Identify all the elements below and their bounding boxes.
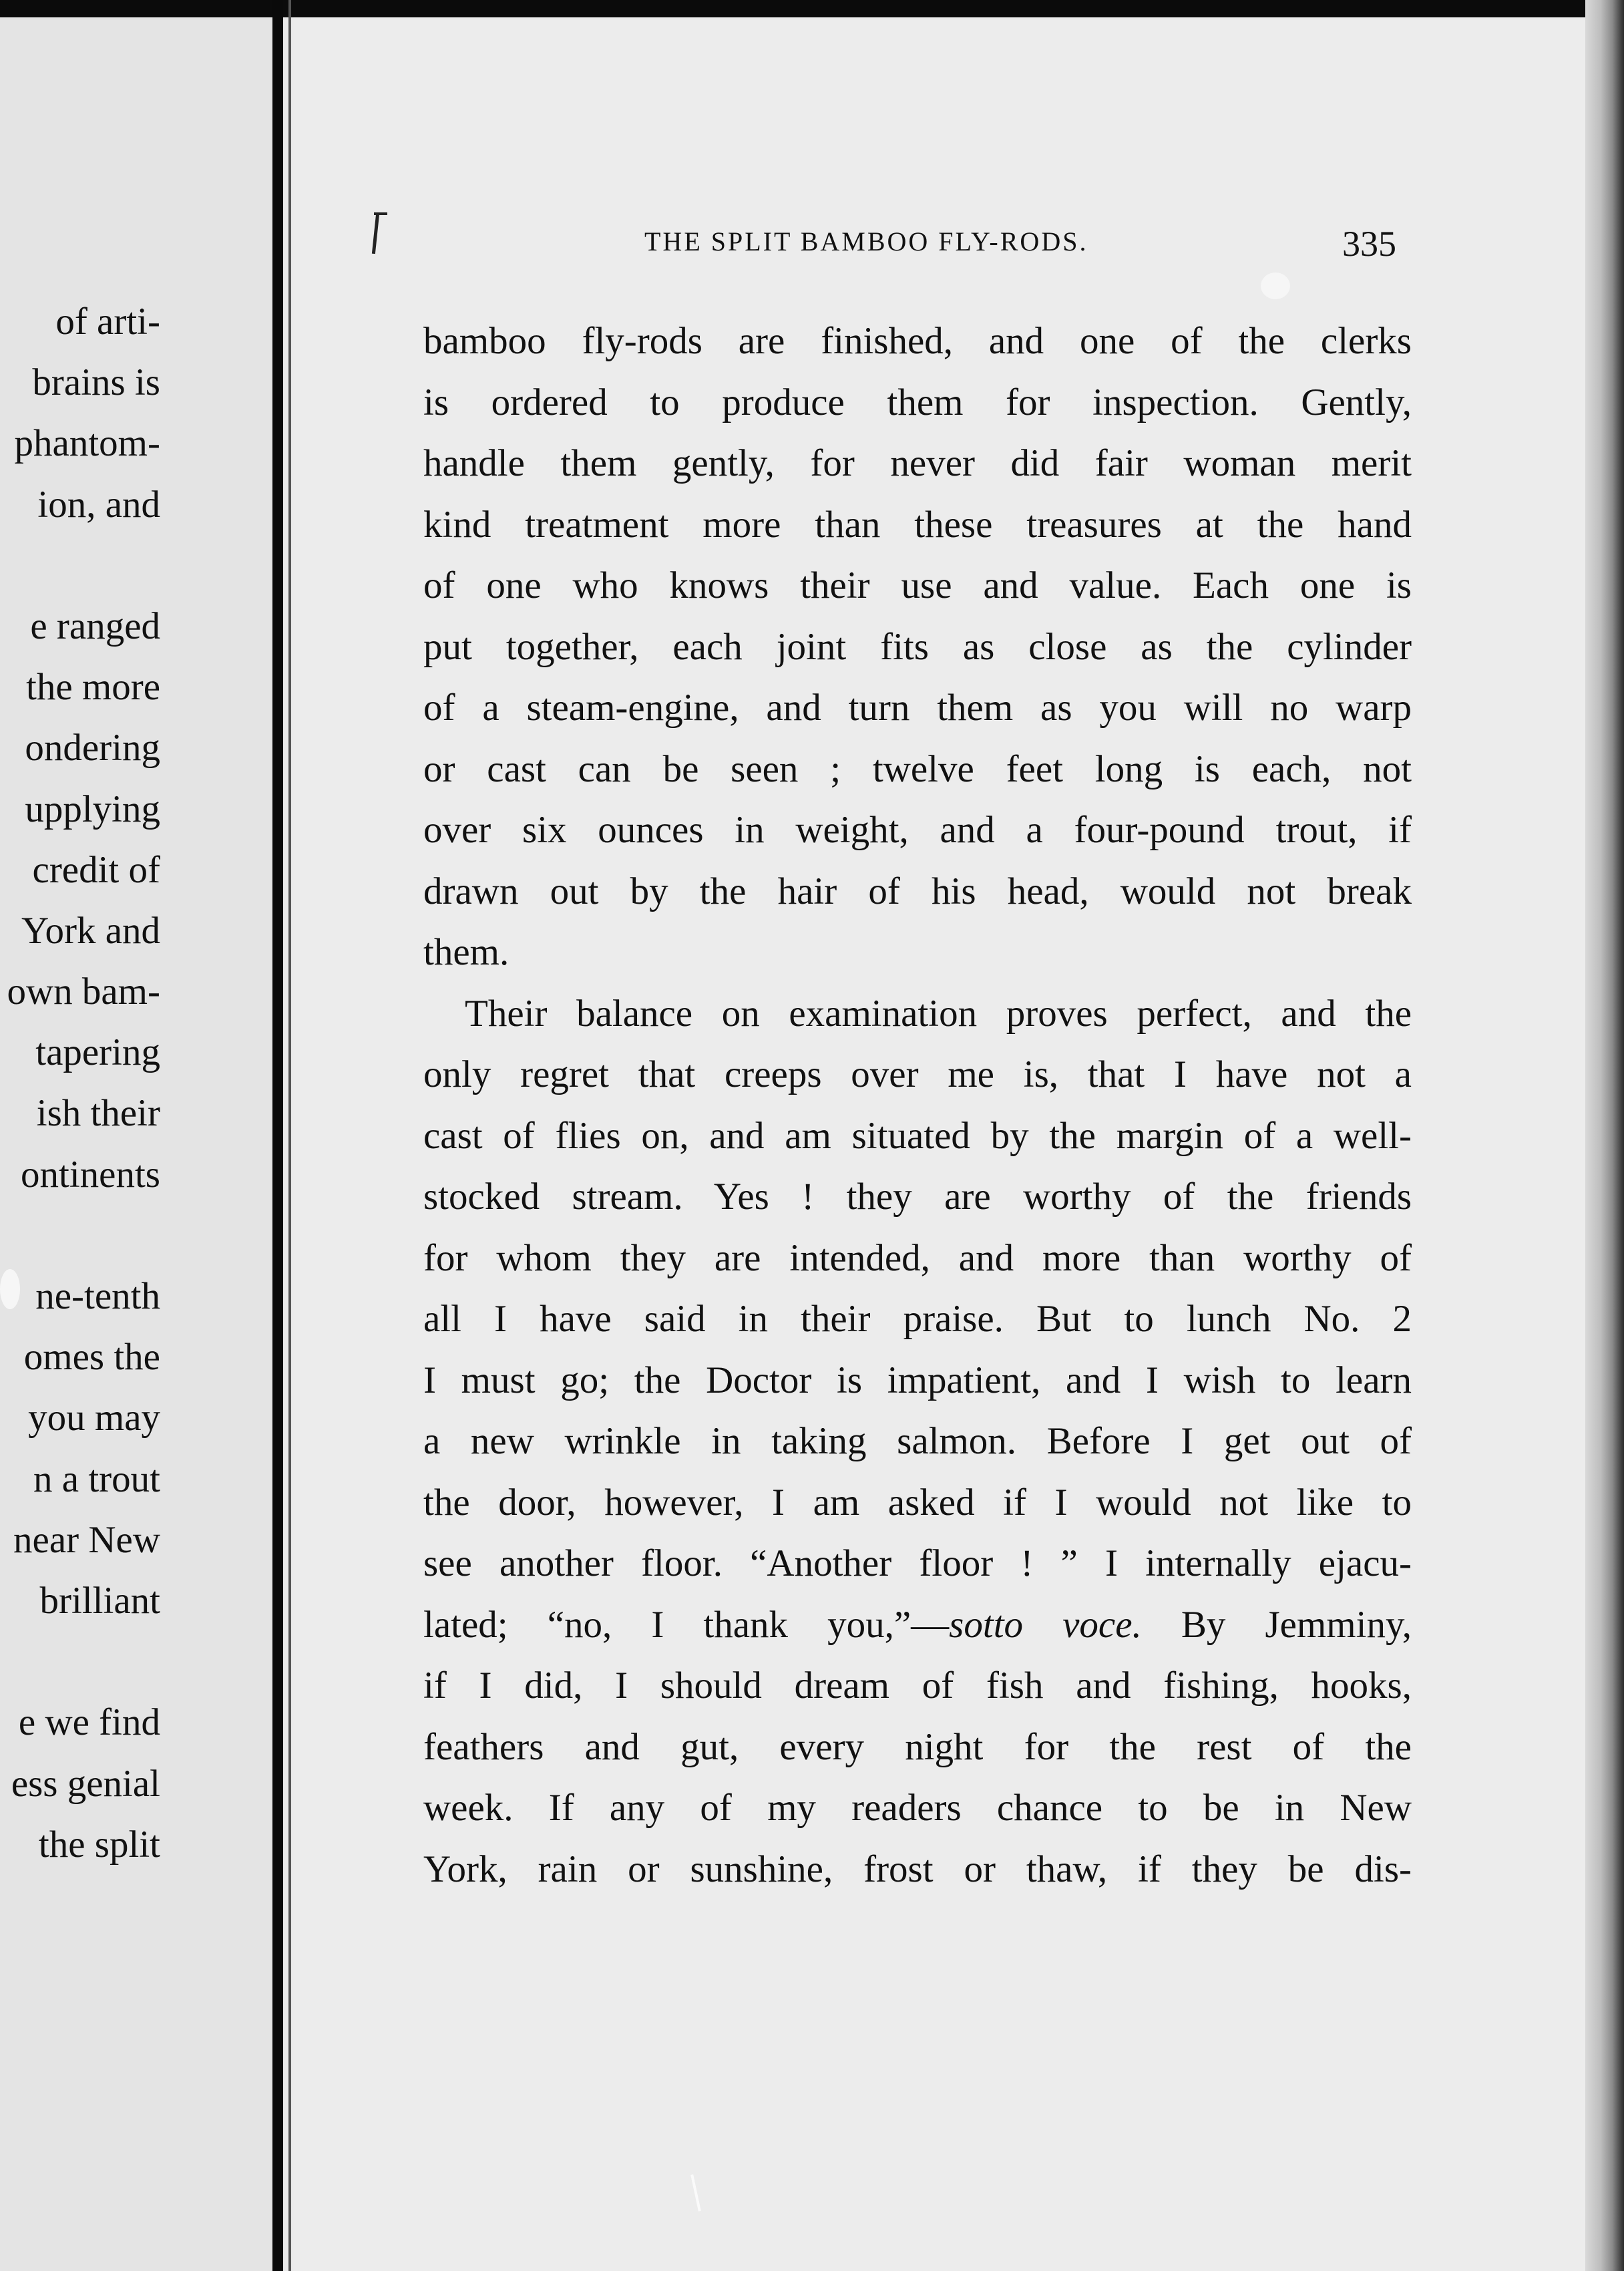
left-line: upplying — [25, 788, 160, 830]
left-line: ion, and — [37, 483, 160, 526]
text-segment: lated; “no, I thank you,”— — [423, 1603, 950, 1646]
left-line: near New — [13, 1518, 160, 1561]
left-line: ontinents — [21, 1153, 160, 1196]
page-number: 335 — [1342, 224, 1396, 264]
left-line-gap — [0, 1631, 160, 1692]
text-line: feathers and gut, every night for the rest of the — [423, 1725, 1412, 1768]
paper-speck — [0, 1269, 20, 1309]
left-line-gap — [0, 535, 160, 596]
left-line: own bam- — [7, 971, 160, 1013]
text-line: only regret that creeps over me is, that I have not a — [423, 1053, 1412, 1095]
book-gutter — [272, 0, 283, 2271]
text-line: put together, each joint fits as close as the cylinder — [423, 625, 1412, 668]
left-line: omes the — [23, 1336, 160, 1379]
text-segment: By Jemminy, — [1141, 1603, 1412, 1646]
left-page-fragment — [0, 17, 272, 2271]
scan-artifact-mark — [374, 212, 387, 215]
left-line: brains is — [32, 361, 160, 404]
text-line: for whom they are intended, and more than worthy of — [423, 1236, 1412, 1279]
left-line: e we find — [18, 1701, 160, 1744]
text-line: a new wrinkle in taking salmon. Before I get out of — [423, 1420, 1412, 1462]
italic-phrase: sotto voce. — [949, 1603, 1142, 1646]
text-line: cast of flies on, and am situated by the margin of a well- — [423, 1114, 1412, 1157]
text-line: I must go; the Doctor is impatient, and I wish to learn — [423, 1359, 1412, 1401]
left-line: credit of — [32, 848, 160, 891]
left-line-gap — [0, 1205, 160, 1266]
text-line: handle them gently, for never did fair woman merit — [423, 442, 1412, 484]
left-line: York and — [21, 909, 160, 952]
text-line-mixed — [423, 1594, 1412, 1656]
running-head-title: THE SPLIT BAMBOO FLY-RODS. — [644, 226, 1088, 256]
text-line: all I have said in their praise. But to lunch No. 2 — [423, 1298, 1412, 1340]
left-line: the split — [38, 1823, 160, 1866]
text-line: over six ounces in weight, and a four-pound trout, if — [423, 809, 1412, 851]
left-line: ish their — [36, 1092, 160, 1135]
left-line: n a trout — [33, 1457, 160, 1500]
left-line: ne-tenth — [35, 1275, 160, 1317]
left-line: the more — [25, 666, 160, 709]
gutter-edge-line — [288, 0, 291, 2271]
body-text — [423, 311, 1412, 1900]
left-line: ess genial — [11, 1762, 160, 1805]
left-line: brilliant — [39, 1579, 160, 1622]
text-line: drawn out by the hair of his head, would not break — [423, 870, 1412, 912]
left-line: of arti- — [55, 301, 160, 343]
left-page-text-column — [0, 291, 160, 1875]
text-line: or cast can be seen ; twelve feet long is each, not — [423, 747, 1412, 790]
left-line: phantom- — [14, 422, 160, 465]
left-line: ondering — [25, 727, 160, 769]
text-line: week. If any of my readers chance to be in New — [423, 1787, 1412, 1829]
text-line: see another floor. “Another floor ! ” I internally ejacu- — [423, 1542, 1412, 1584]
text-line: stocked stream. Yes ! they are worthy of the friends — [423, 1176, 1412, 1218]
text-line: is ordered to produce them for inspection. Gently, — [423, 381, 1412, 423]
scan-top-edge — [0, 0, 1624, 17]
paragraph-first-line: Their balance on examination proves perfect, and the — [465, 992, 1412, 1035]
paper-speck — [1261, 273, 1290, 299]
text-line: York, rain or sunshine, frost or thaw, if they be dis- — [423, 1848, 1412, 1890]
text-line: the door, however, I am asked if I would not like to — [423, 1481, 1412, 1524]
text-line: of a steam-engine, and turn them as you will no warp — [423, 687, 1412, 729]
text-line: bamboo fly-rods are finished, and one of the clerks — [423, 320, 1412, 362]
left-line: tapering — [35, 1031, 160, 1074]
text-line: kind treatment more than these treasures at the hand — [423, 503, 1412, 546]
text-line: of one who knows their use and value. Each one is — [423, 564, 1412, 606]
page-edge-shadow — [1585, 0, 1624, 2271]
text-line: if I did, I should dream of fish and fishing, hooks, — [423, 1665, 1412, 1707]
left-line: you may — [28, 1397, 160, 1439]
text-line: them. — [423, 931, 510, 973]
left-line: e ranged — [30, 604, 160, 647]
